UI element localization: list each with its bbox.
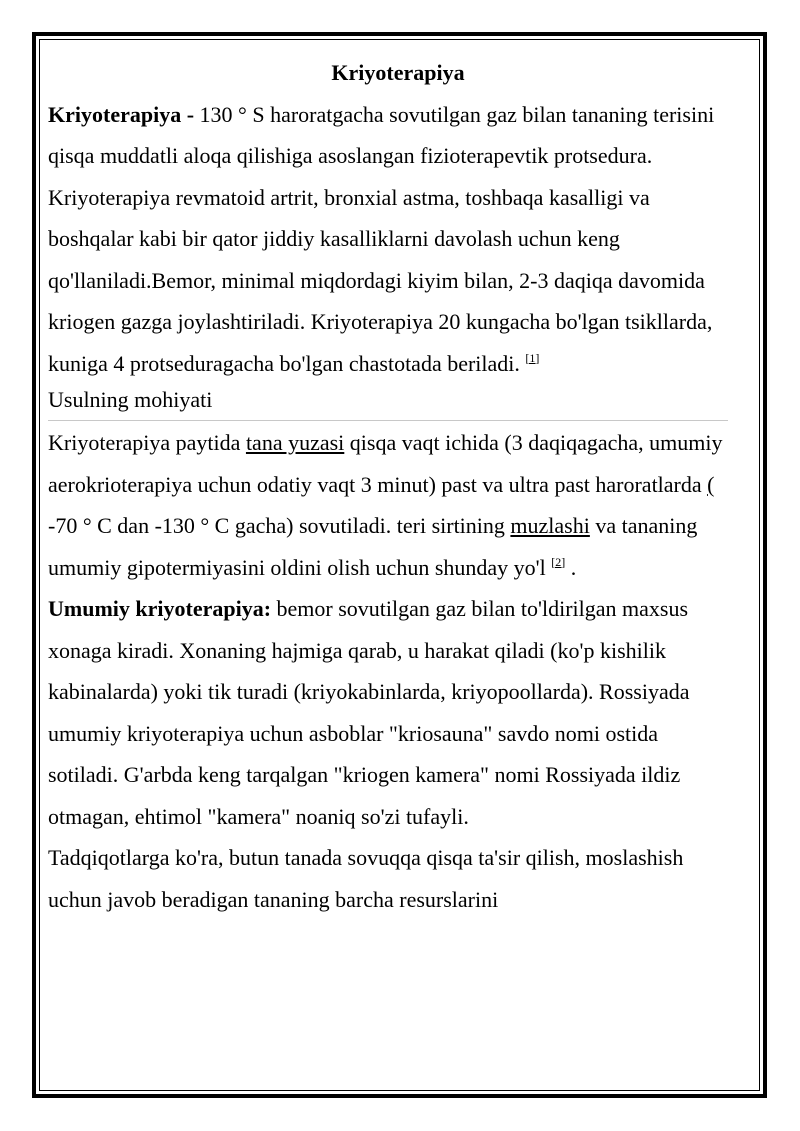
- link-tana-yuzasi[interactable]: tana yuzasi: [245, 430, 345, 455]
- essence-text-5: .: [565, 554, 577, 580]
- intro-text: 130 ° S haroratgacha sovutilgan gaz bilan tananing terisini qisqa muddatli aloqa qilishiga asoslangan fizioterapevtik protsedura. Kriyoterapiya revmatoid artrit, bronxial astma, toshbaqa kasalligi va boshqalar kabi bir qator jiddiy kasalliklarni davolash uchun keng qo'llaniladi.Bemor, minimal miqdordagi kiyim bilan, 2-3 daqiqa davomida kriogen gazga joylashtiriladi. Kriyoterapiya 20 kungacha bo'lgan tsikllarda, kuniga 4 protseduragacha bo'lgan chastotada beriladi.: [48, 101, 715, 376]
- research-text: Tadqiqotlarga ko'ra, butun tanada sovuqqa qisqa ta'sir qilish, moslashish uchun javob beradigan tananing barcha resurslarini: [48, 845, 684, 912]
- section-heading: Usulning mohiyati: [48, 384, 728, 421]
- essence-text-3: -70 ° C dan -130 ° C gacha) sovutiladi. teri sirtining: [48, 513, 511, 538]
- essence-text-2: qisqa vaqt ichida (3 daqiqagacha, umumiy aerokrioterapiya uchun odatiy vaqt 3 minut) past va ultra past haroratlarda: [48, 430, 723, 497]
- footnote-ref-2[interactable]: [2]: [551, 554, 566, 569]
- general-text: bemor sovutilgan gaz bilan to'ldirilgan maxsus xonaga kiradi. Xonaning hajmiga qarab, u harakat qiladi (ko'p kishilik kabinalarda) yoki tik turadi (kriyokabinlarda, kriyopoollarda). Rossiyada umumiy kriyoterapiya uchun asboblar "kriosauna" savdo nomi ostida sotiladi. G'arbda keng tarqalgan "kriogen kamera" nomi Rossiyada ildiz otmagan, ehtimol "kamera" noaniq so'zi tufayli.: [48, 596, 690, 829]
- general-term: Umumiy kriyoterapiya:: [48, 596, 272, 621]
- document-title: Kriyoterapiya: [331, 60, 465, 85]
- link-muzlashi[interactable]: muzlashi: [510, 513, 590, 538]
- essence-text-4: va tananing umumiy gipotermiyasini oldini olish uchun shunday yo'l: [48, 513, 698, 580]
- essence-paragraph: [48, 422, 728, 588]
- research-paragraph: [48, 837, 728, 920]
- intro-paragraph: [48, 94, 728, 385]
- essence-text-1: Kriyoterapiya paytida: [48, 430, 246, 455]
- footnote-ref-1[interactable]: [1]: [525, 350, 540, 365]
- document-body: [48, 52, 728, 920]
- link-paren[interactable]: (: [707, 471, 715, 497]
- intro-term: Kriyoterapiya -: [48, 101, 195, 127]
- general-cryotherapy-paragraph: [48, 588, 728, 837]
